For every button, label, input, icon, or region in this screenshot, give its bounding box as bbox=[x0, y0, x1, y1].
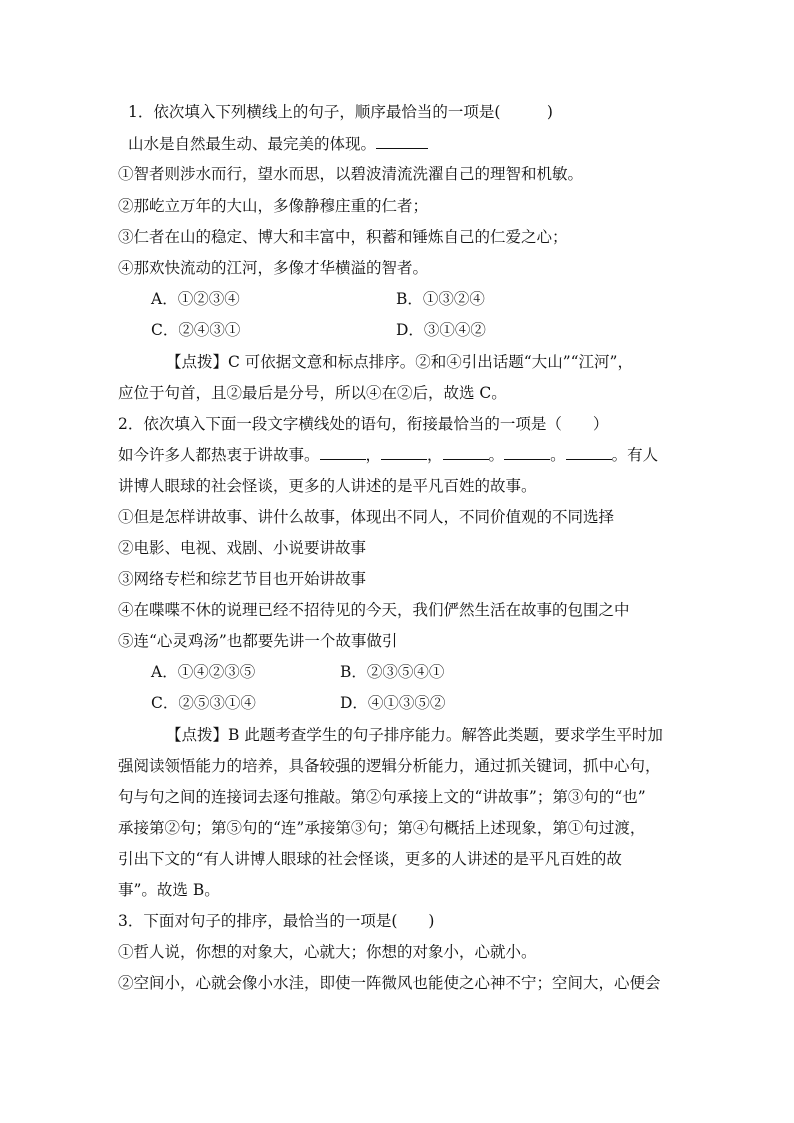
question-3-stem: 3．下面对句子的排序，最恰当的一项是( ) bbox=[118, 912, 435, 930]
question-2-hint-line-3: 句与句之间的连接词去逐句推敲。第②句承接上文的“讲故事”；第③句的“也” bbox=[118, 788, 646, 806]
question-2-hint-line-5: 引出下文的“有人讲博人眼球的社会怪谈，更多的人讲述的是平凡百姓的故 bbox=[118, 850, 622, 868]
answer-blank bbox=[443, 445, 489, 460]
question-2-stem: 2．依次填入下面一段文字横线处的语句，衔接最恰当的一项是（ ） bbox=[118, 415, 609, 433]
question-2-lead-text: 如今许多人都热衷于讲故事。 bbox=[118, 446, 320, 464]
question-2-option-a: A．①④②③⑤ bbox=[151, 663, 256, 681]
question-2-hint-line-4: 承接第②句；第⑤句的“连”承接第③句；第④句概括上述现象，第①句过渡， bbox=[118, 819, 646, 837]
question-2-item-1: ①但是怎样讲故事、讲什么故事，体现出不同人，不同价值观的不同选择 bbox=[118, 508, 615, 526]
question-1-option-d: D．③①④② bbox=[396, 321, 486, 339]
question-1-stem: 1．依次填入下列横线上的句子，顺序最恰当的一项是( ) bbox=[128, 103, 553, 121]
punctuation: ， bbox=[365, 446, 382, 464]
question-2-item-2: ②电影、电视、戏剧、小说要讲故事 bbox=[118, 539, 367, 557]
question-1-option-a: A．①②③④ bbox=[151, 290, 240, 308]
question-1-item-3: ③仁者在山的稳定、博大和丰富中，积蓄和锤炼自己的仁爱之心； bbox=[118, 228, 568, 246]
question-2-hint-line-1: 【点拨】B 此题考查学生的句子排序能力。解答此类题，要求学生平时加 bbox=[166, 726, 663, 744]
question-2-option-d: D．④①③⑤② bbox=[340, 694, 446, 712]
question-1-item-1: ①智者则涉水而行，望水而思，以碧波清流洗濯自己的理智和机敏。 bbox=[118, 165, 584, 183]
answer-blank bbox=[504, 445, 550, 460]
answer-blank bbox=[566, 445, 612, 460]
question-1-lead-text: 山水是自然最生动、最完美的体现。 bbox=[128, 135, 377, 153]
question-1-item-2: ②那屹立万年的大山，多像静穆庄重的仁者； bbox=[118, 197, 429, 215]
punctuation: 。 bbox=[488, 446, 505, 464]
question-2-option-c: C．②⑤③①④ bbox=[151, 694, 256, 712]
question-2-option-b: B．②③⑤④① bbox=[340, 663, 445, 681]
question-2-hint-line-2: 强阅读领悟能力的培养，具备较强的逻辑分析能力，通过抓关键词，抓中心句， bbox=[118, 757, 661, 775]
question-2-lead bbox=[118, 445, 658, 465]
question-1-lead bbox=[128, 134, 428, 154]
question-1-item-4: ④那欢快流动的江河，多像才华横溢的智者。 bbox=[118, 259, 429, 277]
question-3-item-2: ②空间小，心就会像小水洼，即使一阵微风也能使之心神不宁；空间大，心便会 bbox=[118, 974, 661, 992]
question-2-lead-tail: 。有人 bbox=[611, 446, 659, 464]
answer-blank bbox=[381, 445, 427, 460]
question-1-option-c: C．②④③① bbox=[151, 321, 241, 339]
question-2-item-4: ④在喋喋不休的说理已经不招待见的今天，我们俨然生活在故事的包围之中 bbox=[118, 601, 630, 619]
punctuation: ， bbox=[427, 446, 443, 464]
question-2-hint-line-6: 事”。故选 B。 bbox=[118, 881, 220, 899]
answer-blank bbox=[320, 445, 366, 460]
question-1-option-b: B．①③②④ bbox=[396, 290, 485, 308]
question-2-item-5: ⑤连“心灵鸡汤”也都要先讲一个故事做引 bbox=[118, 632, 398, 650]
question-1-hint-line-1: 【点拨】C 可依据文意和标点排序。②和④引出话题“大山”“江河”， bbox=[166, 353, 633, 371]
question-3-item-1: ①哲人说，你想的对象大，心就大；你想的对象小，心就小。 bbox=[118, 943, 537, 961]
answer-blank bbox=[376, 134, 428, 149]
question-1-hint-line-2: 应位于句首，且②最后是分号，所以④在②后，故选 C。 bbox=[118, 384, 507, 402]
question-2-item-3: ③网络专栏和综艺节目也开始讲故事 bbox=[118, 570, 367, 588]
punctuation: 。 bbox=[550, 446, 566, 464]
question-2-lead-line-2: 讲博人眼球的社会怪谈，更多的人讲述的是平凡百姓的故事。 bbox=[118, 477, 537, 495]
